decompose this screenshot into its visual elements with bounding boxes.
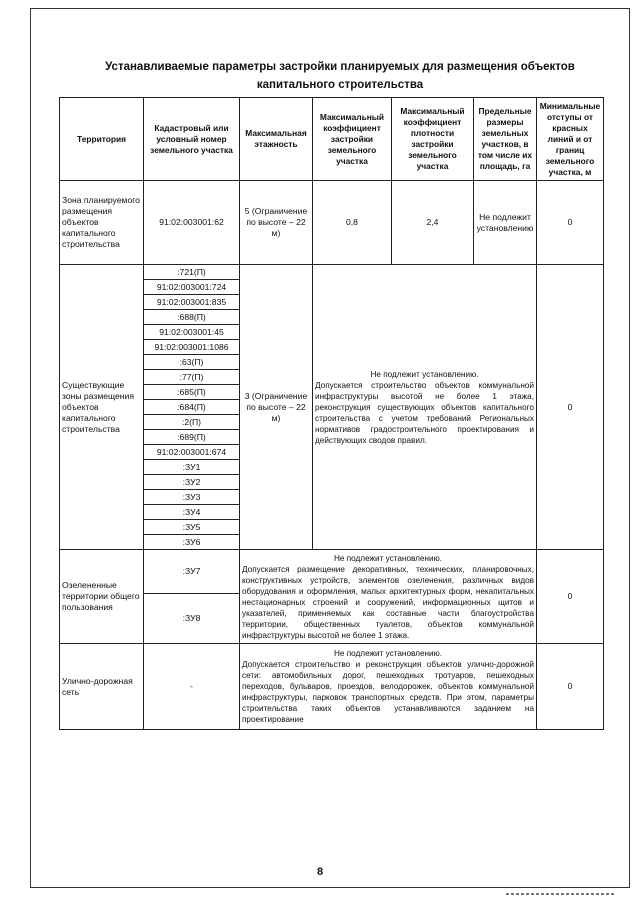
green-desc-first: Не подлежит установлению. [333, 553, 443, 563]
existing-number: 91:02:003001:674 [144, 445, 240, 460]
header-row [60, 98, 604, 181]
existing-number: :63(П) [144, 355, 240, 370]
existing-number: :ЗУ6 [144, 535, 240, 550]
road-desc-first: Не подлежит установлению. [333, 649, 443, 658]
planned-territory: Зона планируемого размещения объектов капитального строительства [60, 181, 144, 265]
page-number: 8 [316, 866, 324, 878]
road-cadastral: - [144, 644, 240, 730]
planned-plot-size: Не подлежит установлению [474, 181, 537, 265]
row-planned [60, 181, 604, 265]
existing-number: :721(П) [144, 265, 240, 280]
header-territory: Территория [60, 98, 144, 181]
title-line-2: капитального строительства [256, 79, 424, 91]
existing-setback: 0 [537, 265, 604, 550]
road-description [240, 644, 537, 730]
row-road [60, 644, 604, 730]
existing-number: :77(П) [144, 370, 240, 385]
existing-number: :ЗУ5 [144, 520, 240, 535]
existing-description [313, 265, 537, 550]
green-description [240, 550, 537, 644]
planned-cadastral: 91:02:003001:62 [144, 181, 240, 265]
header-cadastral: Кадастровый или условный номер земельного участка [144, 98, 240, 181]
existing-number: :685(П) [144, 385, 240, 400]
title-line-1: Устанавливаемые параметры застройки планируемых для размещения объектов [105, 61, 575, 73]
planned-coef-density: 2,4 [392, 181, 474, 265]
planned-floors: 5 (Ограничение по высоте – 22 м) [240, 181, 313, 265]
parameters-table [59, 97, 604, 730]
existing-desc-text: Допускается строительство объектов коммунальной инфраструктуры высотой не более 1 этажа, реконструкция существующих объектов капитального строительства с учетом требований Региональных нормативов градостроительного проектирования и действующих сводов правил. [315, 380, 534, 445]
green-setback: 0 [537, 550, 604, 644]
existing-number: 91:02:003001:724 [144, 280, 240, 295]
existing-number: :688(П) [144, 310, 240, 325]
existing-number: :ЗУ3 [144, 490, 240, 505]
existing-territory: Существующие зоны размещения объектов капитального строительства [60, 265, 144, 550]
green-desc-text: Допускается размещение декоративных, технических, планировочных, конструктивных устройств, элементов озеленения, различных видов оборудования и оформления, малых архитектурных форм, некапитальных нестационарных строений и сооружений, информационных щитов и указателей, применяемых как составные части благоустройства территории, общественных туалетов, объектов коммунальной инфраструктуры высотой не более 1 этажа. [242, 564, 534, 640]
existing-number: :684(П) [144, 400, 240, 415]
existing-number: :ЗУ2 [144, 475, 240, 490]
green-territory: Озелененные территории общего пользования [60, 550, 144, 644]
row-green [60, 550, 604, 594]
document-title [60, 58, 620, 94]
planned-coef-building: 0,8 [313, 181, 392, 265]
green-number: :ЗУ7 [144, 550, 240, 594]
header-max-coef-density: Максимальный коэффициент плотности застройки земельного участка [392, 98, 474, 181]
green-number: :ЗУ8 [144, 594, 240, 644]
existing-floors: 3 (Ограничение по высоте – 22 м) [240, 265, 313, 550]
header-min-setback: Минимальные отступы от красных линий и от границ земельного участка, м [537, 98, 604, 181]
row-existing [60, 265, 604, 280]
header-max-floors: Максимальная этажность [240, 98, 313, 181]
existing-number: 91:02:003001:1086 [144, 340, 240, 355]
existing-number: 91:02:003001:45 [144, 325, 240, 340]
existing-number: 91:02:003001:835 [144, 295, 240, 310]
header-plot-size: Предельные размеры земельных участков, в том числе их площадь, га [474, 98, 537, 181]
existing-number: :689(П) [144, 430, 240, 445]
existing-number: :2(П) [144, 415, 240, 430]
road-territory: Улично-дорожная сеть [60, 644, 144, 730]
existing-desc-first: Не подлежит установлению. [370, 369, 479, 379]
existing-number: :ЗУ1 [144, 460, 240, 475]
planned-setback: 0 [537, 181, 604, 265]
existing-number: :ЗУ4 [144, 505, 240, 520]
header-max-coef-building: Максимальный коэффициент застройки земельного участка [313, 98, 392, 181]
scan-artifact-line [506, 893, 616, 895]
road-setback: 0 [537, 644, 604, 730]
road-desc-text: Допускается строительство и реконструкция объектов улично-дорожной сети: автомобильных дорог, пешеходных тротуаров, пешеходных переходов, бульваров, проездов, велодорожек, объектов коммунальной инфраструктуры, парковок транспортных средств. При этом, параметры строительства таких объектов устанавливаются заданием на проектирование [242, 660, 534, 724]
